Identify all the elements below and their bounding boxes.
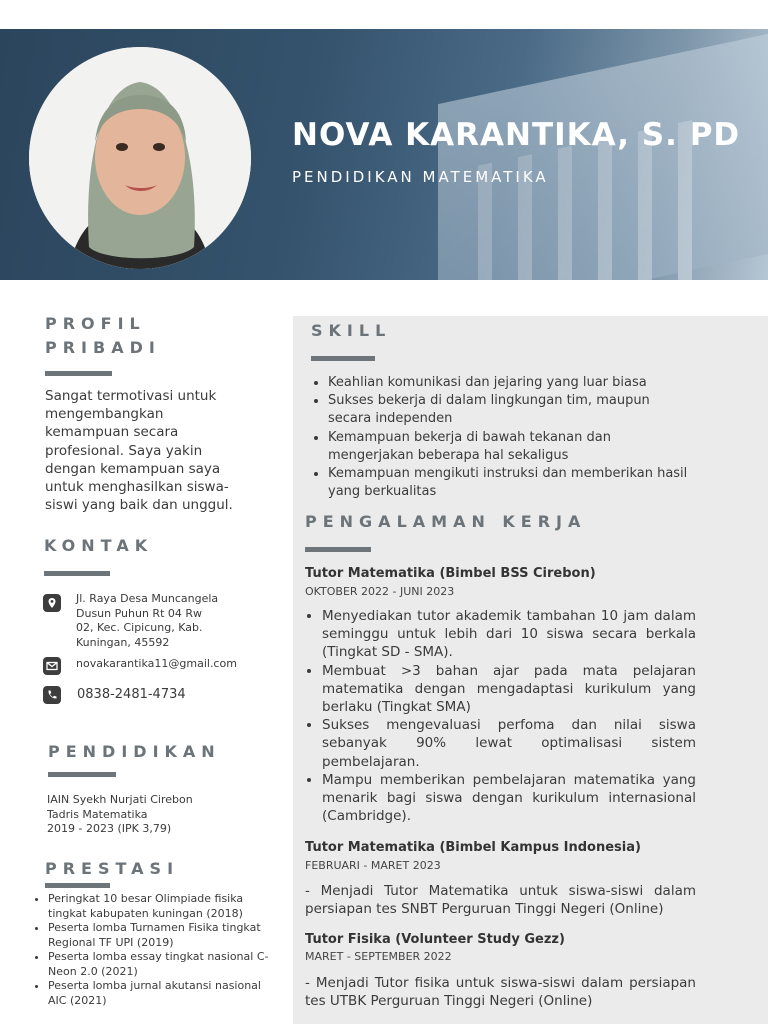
prestasi-heading: PRESTASI — [45, 859, 180, 878]
pendidikan-heading: PENDIDIKAN — [48, 742, 221, 761]
divider — [45, 371, 112, 376]
divider — [305, 547, 371, 552]
email[interactable]: novakarantika11@gmail.com — [76, 657, 237, 670]
divider — [311, 356, 375, 361]
list-item: • Sukses bekerja di dalam lingkungan tim, maupun secara independen — [328, 392, 690, 428]
pengalaman-heading: PENGALAMAN KERJA — [305, 512, 587, 531]
list-item: • Peserta lomba Turnamen Fisika tingkat Regional TF UPI (2019) — [48, 921, 280, 950]
skill-list — [310, 374, 690, 501]
list-item: • Peserta lomba jurnal akutansi nasional AIC (2021) — [48, 979, 280, 1008]
job-description: - Menjadi Tutor fisika untuk siswa-siswi dalam persiapan tes UTBK Perguruan Tinggi Negeri (Online) — [305, 975, 696, 1010]
header-banner — [0, 29, 768, 280]
person-name: NOVA KARANTIKA, S. PD — [292, 117, 741, 153]
person-title: PENDIDIKAN MATEMATIKA — [292, 168, 549, 186]
list-item: • Keahlian komunikasi dan jejaring yang luar biasa — [328, 374, 690, 392]
education-details: IAIN Syekh Nurjati Cirebon Tadris Matematika 2019 - 2023 (IPK 3,79) — [47, 793, 193, 835]
job-title: Tutor Matematika (Bimbel BSS Cirebon) — [305, 566, 596, 581]
profil-heading: PROFIL PRIBADI — [45, 314, 161, 357]
mail-icon — [43, 657, 61, 675]
list-item: • Mampu memberikan pembelajaran matematika yang menarik bagi siswa dengan kurikulum internasional (Cambridge). — [322, 771, 696, 826]
job-title: Tutor Matematika (Bimbel Kampus Indonesia) — [305, 840, 641, 855]
list-item: • Sukses mengevaluasi perfoma dan nilai siswa sebanyak 90% lewat optimalisasi sistem pembelajaran. — [322, 716, 696, 771]
list-item: • Membuat >3 bahan ajar pada mata pelajaran matematika dengan mengadaptasi kurikulum yang berlaku (Tingkat SMA) — [322, 662, 696, 717]
prestasi-list — [30, 892, 280, 1008]
address: Jl. Raya Desa Muncangela Dusun Puhun Rt 04 Rw 02, Kec. Cipicung, Kab. Kuningan, 45592 — [76, 592, 219, 649]
list-item: • Peserta lomba essay tingkat nasional C-Neon 2.0 (2021) — [48, 950, 280, 979]
list-item: • Kemampuan mengikuti instruksi dan memberikan hasil yang berkualitas — [328, 465, 690, 501]
kontak-heading: KONTAK — [44, 536, 154, 555]
phone-icon — [43, 686, 61, 704]
profil-text: Sangat termotivasi untuk mengembangkan kemampuan secara profesional. Saya yakin dengan kemampuan saya untuk menghasilkan siswa-siswi yang baik dan unggul. — [45, 388, 233, 514]
divider — [45, 883, 110, 888]
job-description: - Menjadi Tutor Matematika untuk siswa-siswi dalam persiapan tes SNBT Perguruan Tinggi Negeri (Online) — [305, 883, 696, 918]
list-item: • Peringkat 10 besar Olimpiade fisika tingkat kabupaten kuningan (2018) — [48, 892, 280, 921]
divider — [44, 571, 110, 576]
skill-heading: SKILL — [311, 321, 392, 340]
list-item: • Menyediakan tutor akademik tambahan 10 jam dalam seminggu untuk lebih dari 10 siswa secara berkala (Tingkat SD - SMA). — [322, 607, 696, 662]
profile-photo — [29, 47, 251, 269]
job-bullets — [304, 607, 696, 825]
phone[interactable]: 0838-2481-4734 — [77, 687, 186, 702]
divider — [48, 772, 116, 777]
location-icon — [43, 594, 61, 612]
list-item: • Kemampuan bekerja di bawah tekanan dan mengerjakan beberapa hal sekaligus — [328, 429, 690, 465]
job-title: Tutor Fisika (Volunteer Study Gezz) — [305, 932, 565, 947]
building-background — [438, 34, 768, 280]
job-date: OKTOBER 2022 - JUNI 2023 — [305, 585, 455, 598]
job-date: FEBRUARI - MARET 2023 — [305, 859, 441, 872]
job-date: MARET - SEPTEMBER 2022 — [305, 950, 452, 963]
